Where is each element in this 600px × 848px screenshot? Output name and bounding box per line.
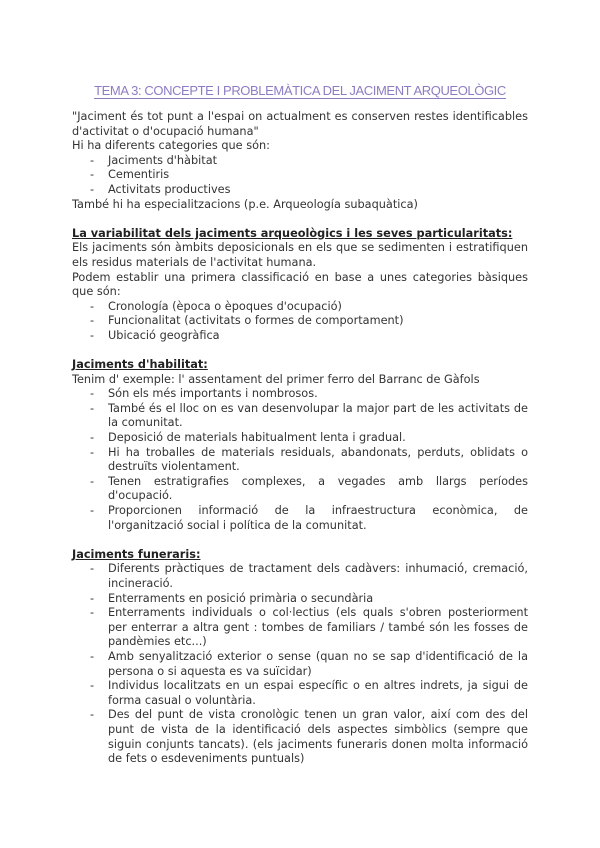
categories-intro: Hi ha diferents categories que són: bbox=[72, 139, 270, 153]
list-item: - Enterraments individuals o col·lectius (els quals s'obren posteriorment per enterrar a altra gent : tombes de familiars / també són les fosses de pandèmies etc...) bbox=[108, 606, 528, 650]
page-title bbox=[72, 80, 528, 99]
list-item: - Amb senyalització exterior o sense (quan no se sap d'identificació de la persona o si aquesta es va suïcidar) bbox=[108, 650, 528, 679]
list-item: - Proporcionen informació de la infraestructura econòmica, de l'organització social i política de la comunitat. bbox=[108, 504, 528, 533]
section-heading-habitat: Jaciments d'habilitat: bbox=[72, 358, 208, 372]
list-item: - Individus localitzats en un espai específic o en altres indrets, ja sigui de forma casual o voluntària. bbox=[108, 679, 528, 708]
title-text: TEMA 3: CONCEPTE I PROBLEMÀTICA DEL JACIMENT ARQUEOLÒGIC bbox=[94, 83, 506, 98]
funeraris-list bbox=[72, 562, 528, 766]
list-item: - Funcionalitat (activitats o formes de comportament) bbox=[108, 314, 528, 329]
list-item: - També és el lloc on es van desenvolupar la major part de les activitats de la comunitat. bbox=[108, 402, 528, 431]
categories-list bbox=[72, 154, 528, 198]
example-text: Tenim d' exemple: l' assentament del primer ferro del Barranc de Gàfols bbox=[72, 372, 480, 386]
section-heading-variability: La variabilitat dels jaciments arqueològics i les seves particularitats: bbox=[72, 226, 513, 240]
list-item: - Enterraments en posició primària o secundària bbox=[108, 592, 528, 607]
list-item: - Des del punt de vista cronològic tenen un gran valor, així com des del punt de vista de la identificació dels aspectes simbòlics (sempre que siguin conjunts tancats). (els jaciments funeraris donen molta informació de fets o esdeveniments puntuals) bbox=[108, 708, 528, 766]
list-item: - Diferents pràctiques de tractament dels cadàvers: inhumació, cremació, incineració. bbox=[108, 562, 528, 591]
document-body bbox=[72, 110, 528, 767]
list-item: - Cronología (època o èpoques d'ocupació) bbox=[108, 300, 528, 315]
list-item: - Hi ha troballes de materials residuals, abandonats, perduts, oblidats o destruïts violentament. bbox=[108, 446, 528, 475]
list-item: - Cementiris bbox=[108, 168, 528, 183]
list-item: - Deposició de materials habitualment lenta i gradual. bbox=[108, 431, 528, 446]
list-item: - Tenen estratigrafies complexes, a vegades amb llargs períodes d'ocupació. bbox=[108, 475, 528, 504]
paragraph: Podem establir una primera classificació en base a unes categories bàsiques que són: bbox=[72, 270, 528, 299]
list-item: - Jaciments d'hàbitat bbox=[108, 154, 528, 169]
paragraph: Els jaciments són àmbits deposicionals en els que se sedimenten i estratifiquen els residus materials de l'activitat humana. bbox=[72, 241, 528, 269]
list-item: - Activitats productives bbox=[108, 183, 528, 198]
list-item: - Ubicació geogràfica bbox=[108, 329, 528, 344]
classification-list bbox=[72, 300, 528, 344]
list-item: - Són els més importants i nombrosos. bbox=[108, 387, 528, 402]
specializations-text: També hi ha especialitzacions (p.e. Arqueología subaquàtica) bbox=[72, 197, 418, 211]
section-heading-funeraris: Jaciments funeraris: bbox=[72, 547, 201, 561]
habitat-list bbox=[72, 387, 528, 533]
definition-quote: "Jaciment és tot punt a l'espai on actualment es conserven restes identificables d'activitat o d'ocupació humana" bbox=[72, 110, 528, 138]
